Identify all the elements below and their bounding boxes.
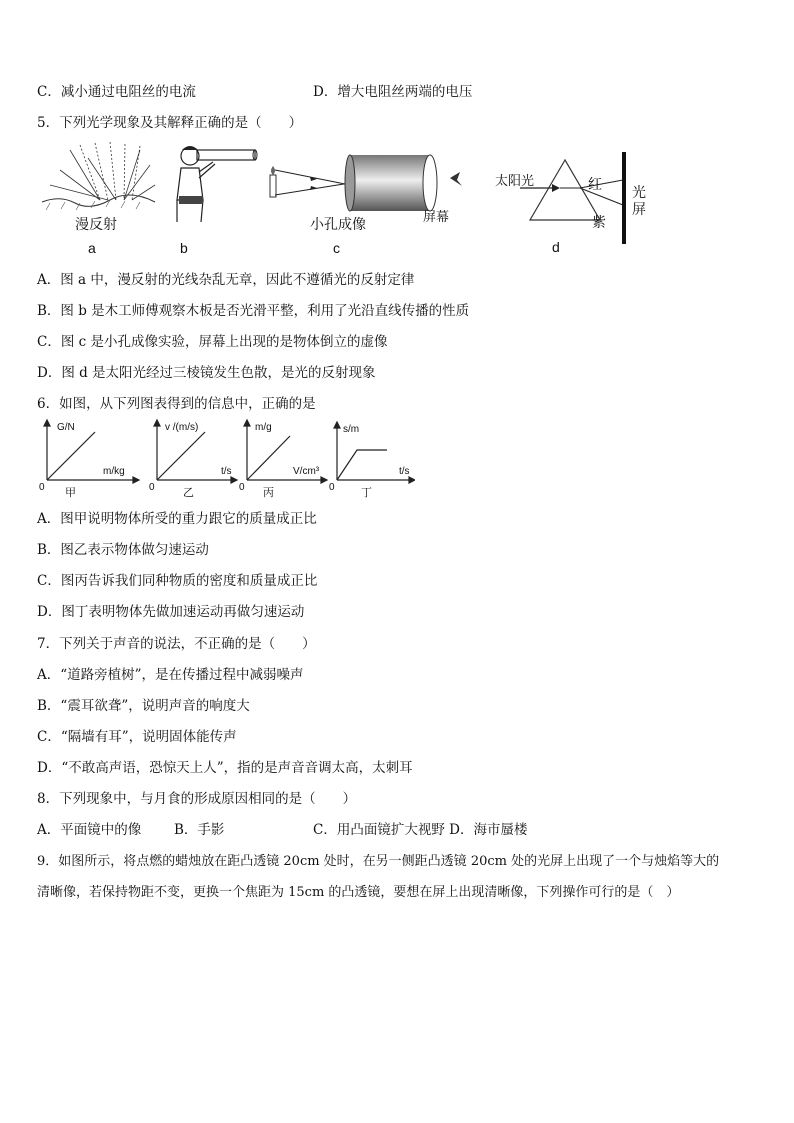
q8-stem: 8．下列现象中，与月食的形成原因相同的是（ ） [37,791,357,807]
q6-stem: 6．如图，从下列图表得到的信息中，正确的是 [37,396,316,412]
graph-bing-xlabel: V/cm³ [293,466,320,477]
q5-option-b: B．图 b 是木工师傅观察木板是否光滑平整，利用了光沿直线传播的性质 [37,303,470,319]
graph-ding-origin: 0 [329,482,335,493]
graph-yi-origin: 0 [149,482,155,493]
graph-yi-name: 乙 [183,487,194,499]
graph-bing-ylabel: m/g [255,422,272,433]
figure-d-letter: d [552,239,560,255]
figure-c-screen-label: 屏幕 [423,209,450,224]
q6-option-b: B．图乙表示物体做匀速运动 [37,542,209,558]
q8-option-b: B．手影 [174,822,225,838]
diffuse-reflection-drawing [40,140,158,215]
figure-a-diffuse-reflection [40,140,158,260]
graph-ding-xlabel: t/s [399,466,410,477]
graph-bing-name: 丙 [263,487,274,499]
figure-b-letter: b [180,240,188,256]
q8-option-cd: C．用凸面镜扩大视野 D．海市蜃楼 [313,822,528,838]
figure-d-sunlight-label: 太阳光 [495,173,535,188]
figure-a-letter: a [88,240,96,256]
figure-b-carpenter [165,140,265,260]
graph-ding-name: 丁 [361,487,372,499]
graph-yi-xlabel: t/s [221,466,232,477]
q6-option-a: A．图甲说明物体所受的重力跟它的质量成正比 [37,511,317,527]
figure-c-caption: 小孔成像 [310,216,366,232]
graph-jia-origin: 0 [39,482,45,493]
q9-stem-line2: 清晰像，若保持物距不变，更换一个焦距为 15cm 的凸透镜，要想在屏上出现清晰像，下列操作可行的是（ ） [37,885,680,900]
carpenter-drawing [165,140,265,225]
q7-stem: 7．下列关于声音的说法，不正确的是（ ） [37,636,316,652]
graph-jia-ylabel: G/N [57,422,75,433]
q7-option-a: A．“道路旁植树”，是在传播过程中减弱噪声 [37,667,304,683]
q6-option-d: D．图丁表明物体先做加速运动再做匀速运动 [37,604,305,620]
q6-option-c: C．图丙告诉我们同种物质的密度和质量成正比 [37,573,318,589]
q8-option-a: A．平面镜中的像 [37,822,142,838]
q5-option-c: C．图 c 是小孔成像实验，屏幕上出现的是物体倒立的虚像 [37,334,388,350]
figure-a-caption: 漫反射 [75,216,117,232]
q5-stem: 5．下列光学现象及其解释正确的是（ ） [37,115,303,131]
graph-bing-origin: 0 [239,482,245,493]
figure-d-purple-label: 紫 [592,214,606,230]
q9-stem-line1: 9．如图所示，将点燃的蜡烛放在距凸透镜 20cm 处时，在另一侧距凸透镜 20cm 处的光屏上出现了一个与烛焰等大的 [37,854,720,869]
graph-yi-ylabel: v /(m/s) [165,422,199,433]
q6-graphs-figure [35,418,415,502]
q7-option-b: B．“震耳欲聋”，说明声音的响度大 [37,698,250,714]
q4-option-d: D．增大电阻丝两端的电压 [313,84,473,100]
figure-d-screen-label: 光屏 [632,184,646,217]
figure-c-letter: c [333,240,340,256]
q5-option-a: A．图 a 中，漫反射的光线杂乱无章，因此不遵循光的反射定律 [37,272,415,288]
graph-jia-name: 甲 [65,487,76,499]
q7-option-d: D．“不敢高声语，恐惊天上人”，指的是声音音调太高，太刺耳 [37,760,413,776]
figure-c-pinhole [265,140,475,260]
q4-option-c: C．减小通过电阻丝的电流 [37,84,196,100]
figure-d-prism [490,150,660,260]
graph-jia-xlabel: m/kg [103,466,125,477]
q7-option-c: C．“隔墙有耳”，说明固体能传声 [37,729,237,745]
figure-d-red-label: 红 [588,176,602,192]
graph-ding-ylabel: s/m [343,424,360,435]
q5-option-d: D．图 d 是太阳光经过三棱镜发生色散，是光的反射现象 [37,365,376,381]
